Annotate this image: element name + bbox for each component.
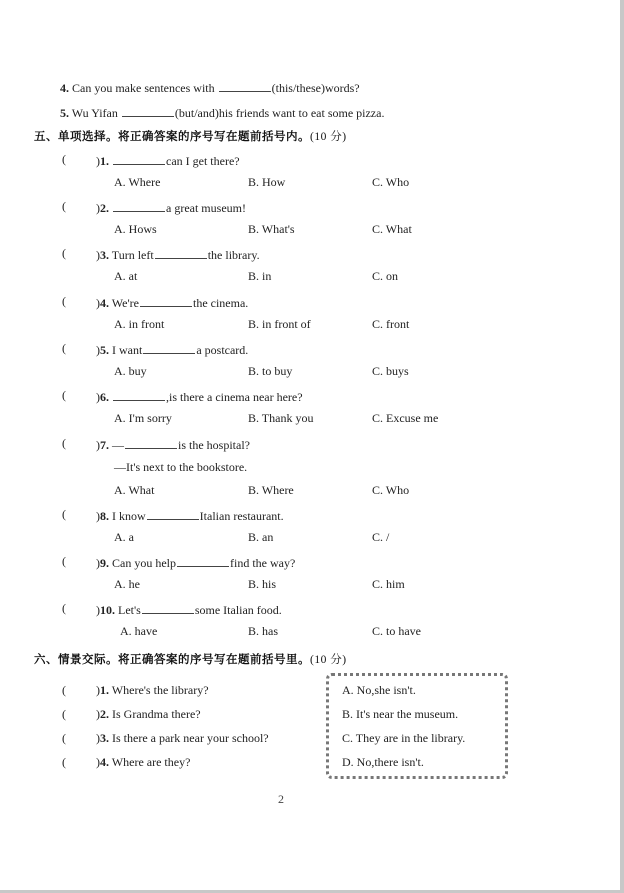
dialogue-question-3: )3. Is there a park near your school? (96, 731, 269, 745)
answer-paren[interactable]: ( (62, 755, 66, 769)
answer-blank[interactable] (177, 554, 229, 567)
answer-paren[interactable]: ( (62, 683, 66, 697)
answer-blank[interactable] (125, 436, 177, 449)
question-7: )7. — is the hospital? (96, 438, 250, 452)
option-a[interactable]: A. buy (114, 364, 147, 378)
option-b[interactable]: B. has (248, 624, 278, 638)
answer-paren[interactable]: ( (62, 341, 66, 355)
question-6: )6. ,is there a cinema near here? (96, 390, 303, 404)
option-b[interactable]: B. How (248, 175, 286, 189)
answer-blank[interactable] (142, 601, 194, 614)
option-a[interactable]: A. have (120, 624, 158, 638)
option-a[interactable]: A. I'm sorry (114, 411, 172, 425)
option-b[interactable]: B. an (248, 530, 274, 544)
option-a[interactable]: A. Where (114, 175, 161, 189)
question-8: )8. I know Italian restaurant. (96, 509, 284, 523)
option-b[interactable]: B. What's (248, 222, 295, 236)
answer-paren[interactable]: ( (62, 731, 66, 745)
answer-blank[interactable] (113, 199, 165, 212)
option-b[interactable]: B. in (248, 269, 272, 283)
fill-item-5: 5. Wu Yifan (but/and)his friends want to eat some pizza. (60, 106, 385, 120)
answer-option-b: B. It's near the museum. (342, 707, 459, 721)
section-6-heading: 六、情景交际。将正确答案的序号写在题前括号里。(10 分) (34, 652, 347, 666)
answer-option-d: D. No,there isn't. (342, 755, 424, 769)
option-a[interactable]: A. What (114, 483, 155, 497)
answer-option-c: C. They are in the library. (342, 731, 466, 745)
answer-option-a: A. No,she isn't. (342, 683, 416, 697)
fill-item-4: 4. Can you make sentences with (this/these)words? (60, 81, 360, 95)
dialogue-question-2: )2. Is Grandma there? (96, 707, 201, 721)
option-c[interactable]: C. front (372, 317, 410, 331)
option-a[interactable]: A. in front (114, 317, 165, 331)
option-a[interactable]: A. Hows (114, 222, 157, 236)
page-number: 2 (278, 792, 284, 806)
answer-paren[interactable]: ( (62, 554, 66, 568)
option-c[interactable]: C. Excuse me (372, 411, 439, 425)
answer-blank[interactable] (113, 388, 165, 401)
option-c[interactable]: C. to have (372, 624, 421, 638)
option-c[interactable]: C. on (372, 269, 399, 283)
question-10: )10. Let's some Italian food. (96, 603, 282, 617)
option-a[interactable]: A. he (114, 577, 140, 591)
answer-paren[interactable]: ( (62, 507, 66, 521)
answer-paren[interactable]: ( (62, 294, 66, 308)
answer-blank[interactable] (113, 152, 165, 165)
answer-paren[interactable]: ( (62, 199, 66, 213)
answer-blank[interactable] (155, 246, 207, 259)
answer-paren[interactable]: ( (62, 436, 66, 450)
option-c[interactable]: C. / (372, 530, 390, 544)
option-b[interactable]: B. Thank you (248, 411, 314, 425)
option-b[interactable]: B. Where (248, 483, 294, 497)
option-a[interactable]: A. at (114, 269, 138, 283)
answer-blank[interactable] (140, 294, 192, 307)
answer-paren[interactable]: ( (62, 388, 66, 402)
option-c[interactable]: C. him (372, 577, 405, 591)
option-b[interactable]: B. to buy (248, 364, 293, 378)
question-1: )1. can I get there? (96, 154, 240, 168)
answer-paren[interactable]: ( (62, 601, 66, 615)
dialogue-question-4: )4. Where are they? (96, 755, 191, 769)
option-b[interactable]: B. his (248, 577, 277, 591)
answer-paren[interactable]: ( (62, 152, 66, 166)
question-2: )2. a great museum! (96, 201, 246, 215)
option-c[interactable]: C. Who (372, 483, 410, 497)
option-c[interactable]: C. What (372, 222, 412, 236)
question-9: )9. Can you help find the way? (96, 556, 296, 570)
option-b[interactable]: B. in front of (248, 317, 311, 331)
answer-blank[interactable] (143, 341, 195, 354)
question-4: )4. We're the cinema. (96, 296, 249, 310)
answer-blank[interactable] (122, 104, 174, 117)
section-5-heading: 五、单项选择。将正确答案的序号写在题前括号内。(10 分) (34, 129, 347, 143)
question-5: )5. I want a postcard. (96, 343, 249, 357)
answer-blank[interactable] (219, 79, 271, 92)
dialogue-question-1: )1. Where's the library? (96, 683, 209, 697)
option-a[interactable]: A. a (114, 530, 134, 544)
answer-paren[interactable]: ( (62, 707, 66, 721)
option-c[interactable]: C. Who (372, 175, 410, 189)
answer-paren[interactable]: ( (62, 246, 66, 260)
question-3: )3. Turn left the library. (96, 248, 260, 262)
answer-blank[interactable] (147, 507, 199, 520)
option-c[interactable]: C. buys (372, 364, 409, 378)
question-7-reply: —It's next to the bookstore. (114, 460, 248, 474)
